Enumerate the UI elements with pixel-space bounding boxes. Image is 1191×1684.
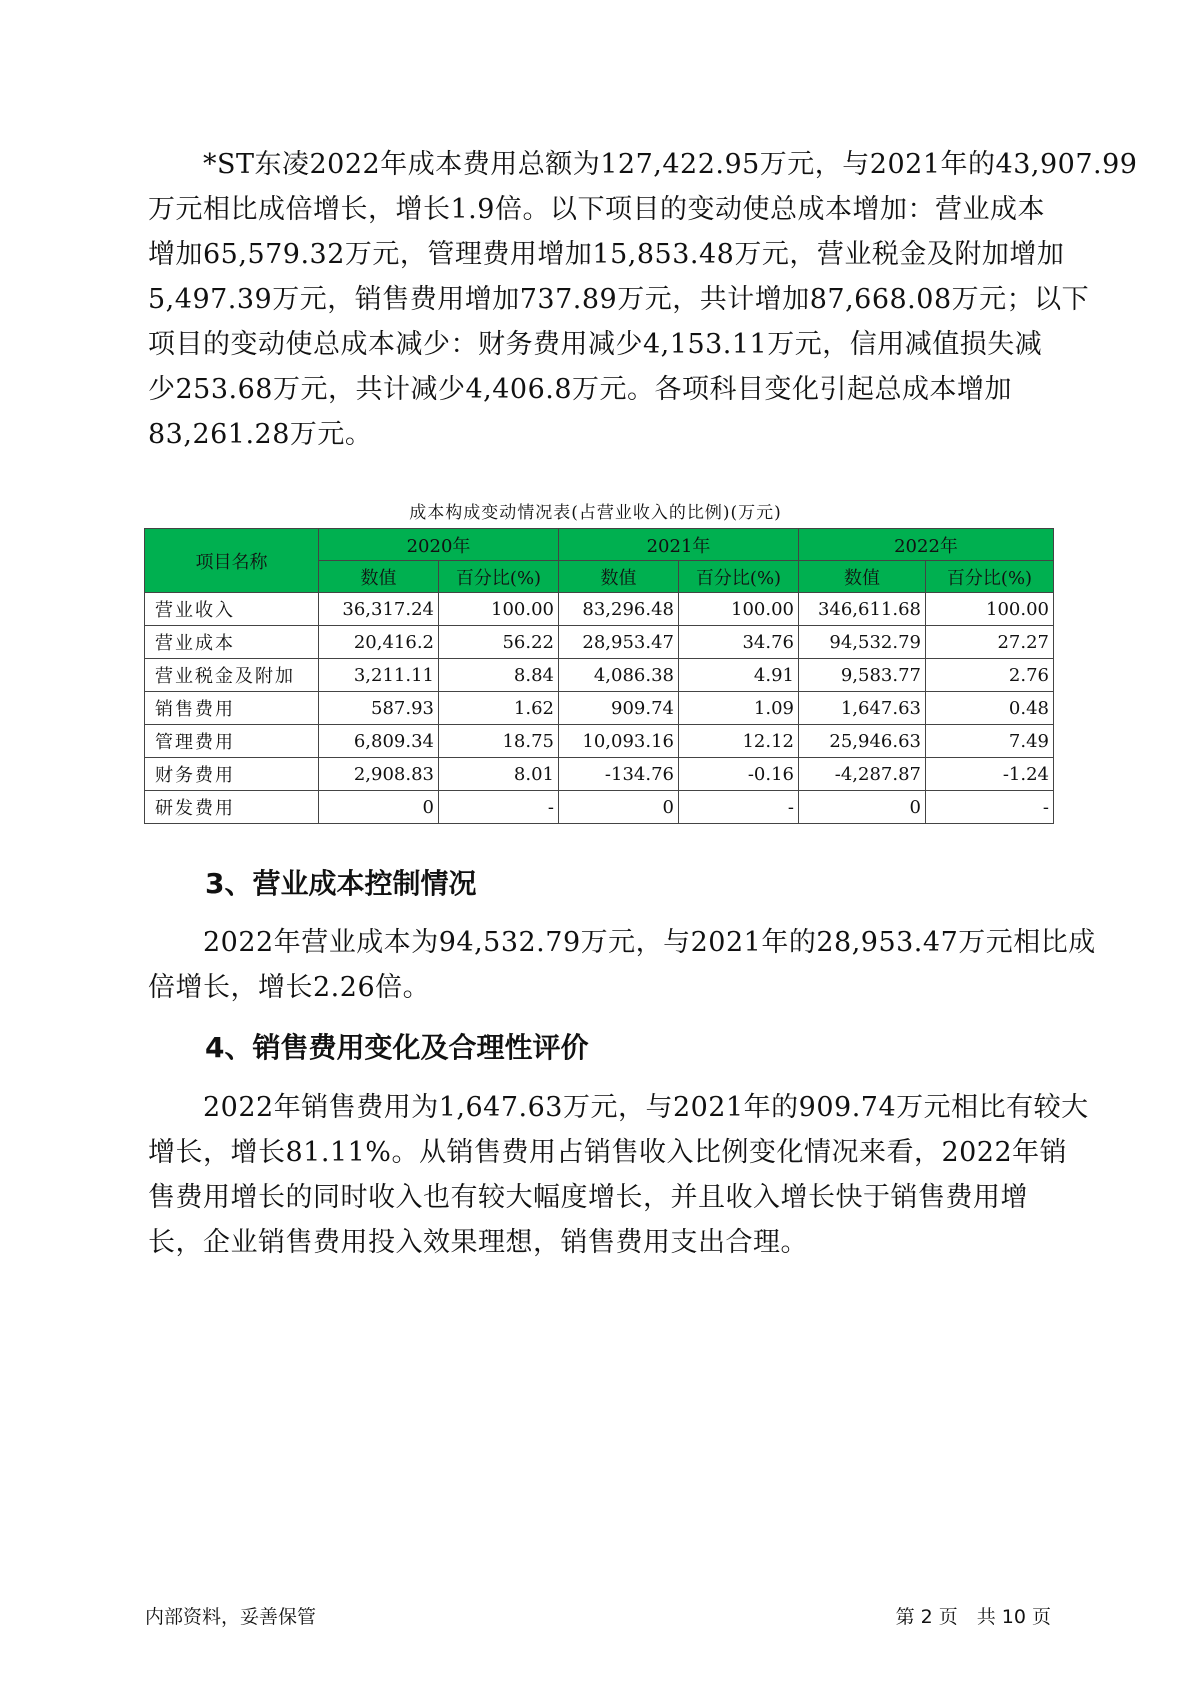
cell-value: 0 [559, 791, 679, 824]
cell-percent: - [439, 791, 559, 824]
cell-percent: -1.24 [926, 758, 1054, 791]
row-name: 研发费用 [145, 791, 319, 824]
row-name: 营业成本 [145, 626, 319, 659]
cell-value: 9,583.77 [799, 659, 926, 692]
cell-percent: 7.49 [926, 725, 1054, 758]
cell-percent: 100.00 [439, 593, 559, 626]
cell-value: -134.76 [559, 758, 679, 791]
cell-percent: 12.12 [679, 725, 799, 758]
cell-percent: - [679, 791, 799, 824]
cell-value: 4,086.38 [559, 659, 679, 692]
cell-percent: 18.75 [439, 725, 559, 758]
table-row [145, 725, 1054, 758]
cell-percent: 0.48 [926, 692, 1054, 725]
cell-value: 94,532.79 [799, 626, 926, 659]
cell-value: 0 [799, 791, 926, 824]
year-header: 2020年 [319, 529, 559, 561]
table-row [145, 791, 1054, 824]
section3-line: 2022年营业成本为94,532.79万元，与2021年的28,953.47万元相比成 [148, 927, 1096, 958]
section3-heading: 3、营业成本控制情况 [205, 867, 477, 900]
percent-header: 百分比(%) [926, 561, 1054, 593]
section4-paragraph [148, 1085, 1089, 1265]
intro-line: 增加65,579.32万元，管理费用增加15,853.48万元，营业税金及附加增加 [148, 239, 1065, 270]
cell-value: 3,211.11 [319, 659, 439, 692]
cell-value: 83,296.48 [559, 593, 679, 626]
cell-value: 36,317.24 [319, 593, 439, 626]
row-name: 管理费用 [145, 725, 319, 758]
cell-value: 909.74 [559, 692, 679, 725]
table-row [145, 659, 1054, 692]
value-header: 数值 [559, 561, 679, 593]
section4-line: 长，企业销售费用投入效果理想，销售费用支出合理。 [148, 1227, 808, 1258]
row-name: 销售费用 [145, 692, 319, 725]
cell-percent: 1.09 [679, 692, 799, 725]
intro-line: 83,261.28万元。 [148, 419, 373, 450]
section3-line: 倍增长，增长2.26倍。 [148, 972, 431, 1003]
value-header: 数值 [799, 561, 926, 593]
cell-value: 10,093.16 [559, 725, 679, 758]
cell-value: 6,809.34 [319, 725, 439, 758]
cell-percent: 2.76 [926, 659, 1054, 692]
section3-paragraph [148, 920, 1096, 1010]
table-caption: 成本构成变动情况表(占营业收入的比例)(万元) [409, 503, 782, 523]
value-header: 数值 [319, 561, 439, 593]
percent-header: 百分比(%) [679, 561, 799, 593]
cell-percent: 34.76 [679, 626, 799, 659]
cell-percent: 100.00 [679, 593, 799, 626]
intro-line: *ST东凌2022年成本费用总额为127,422.95万元，与2021年的43,907.99 [148, 149, 1138, 180]
cell-value: -4,287.87 [799, 758, 926, 791]
cell-percent: 1.62 [439, 692, 559, 725]
cell-value: 346,611.68 [799, 593, 926, 626]
cell-value: 20,416.2 [319, 626, 439, 659]
section4-line: 增长，增长81.11%。从销售费用占销售收入比例变化情况来看，2022年销 [148, 1137, 1068, 1168]
cell-percent: 56.22 [439, 626, 559, 659]
cell-percent: 8.01 [439, 758, 559, 791]
cell-percent: 4.91 [679, 659, 799, 692]
year-header: 2022年 [799, 529, 1054, 561]
cell-percent: 27.27 [926, 626, 1054, 659]
section4-line: 2022年销售费用为1,647.63万元，与2021年的909.74万元相比有较大 [148, 1092, 1089, 1123]
row-name: 财务费用 [145, 758, 319, 791]
intro-line: 少253.68万元，共计减少4,406.8万元。各项科目变化引起总成本增加 [148, 374, 1013, 405]
table-row [145, 593, 1054, 626]
intro-line: 万元相比成倍增长，增长1.9倍。以下项目的变动使总成本增加：营业成本 [148, 194, 1045, 225]
cell-percent: 8.84 [439, 659, 559, 692]
year-header: 2021年 [559, 529, 799, 561]
cell-percent: -0.16 [679, 758, 799, 791]
intro-paragraph [148, 142, 1138, 457]
footer-confidential-note: 内部资料，妥善保管 [145, 1606, 317, 1628]
cell-value: 0 [319, 791, 439, 824]
cell-value: 1,647.63 [799, 692, 926, 725]
cell-value: 25,946.63 [799, 725, 926, 758]
percent-header: 百分比(%) [439, 561, 559, 593]
cell-percent: - [926, 791, 1054, 824]
intro-line: 5,497.39万元，销售费用增加737.89万元，共计增加87,668.08万元；以下 [148, 284, 1090, 315]
section4-heading: 4、销售费用变化及合理性评价 [205, 1031, 589, 1064]
table-header-row [145, 529, 1054, 561]
footer-page-number: 第 2 页 共 10 页 [895, 1606, 1051, 1628]
cell-percent: 100.00 [926, 593, 1054, 626]
cell-value: 587.93 [319, 692, 439, 725]
table-row [145, 626, 1054, 659]
row-name: 营业税金及附加 [145, 659, 319, 692]
row-name: 营业收入 [145, 593, 319, 626]
cell-value: 28,953.47 [559, 626, 679, 659]
item-name-header: 项目名称 [145, 529, 319, 593]
cell-value: 2,908.83 [319, 758, 439, 791]
cost-structure-table [144, 528, 1054, 824]
section4-line: 售费用增长的同时收入也有较大幅度增长，并且收入增长快于销售费用增 [148, 1182, 1028, 1213]
table-row [145, 692, 1054, 725]
intro-line: 项目的变动使总成本减少：财务费用减少4,153.11万元，信用减值损失减 [148, 329, 1043, 360]
table-row [145, 758, 1054, 791]
